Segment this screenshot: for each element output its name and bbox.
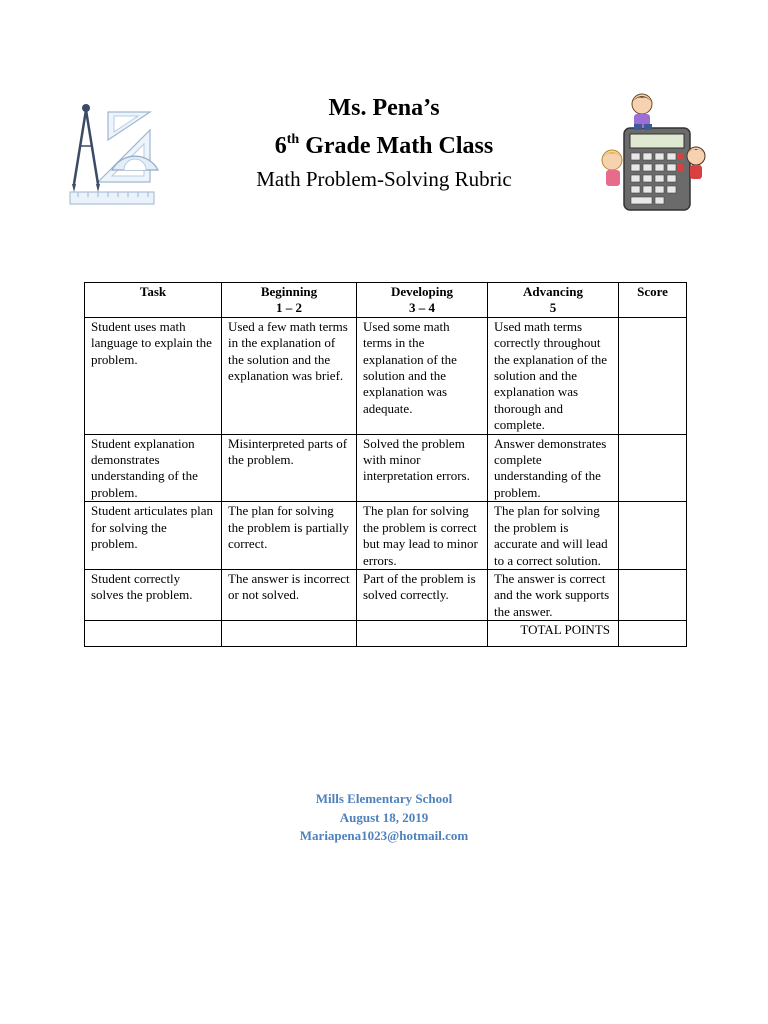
score-cell[interactable]	[619, 502, 687, 570]
school-name: Mills Elementary School	[315, 791, 453, 806]
header-beginning	[222, 283, 357, 318]
beginning-cell: Misinterpreted parts of the problem.	[222, 434, 357, 502]
rubric-table	[84, 282, 687, 647]
header-beginning-range: 1 – 2	[276, 300, 302, 316]
class-name: Grade Math Class	[305, 133, 494, 159]
total-empty-cell	[222, 621, 357, 647]
rubric-subtitle: Math Problem-Solving Rubric	[256, 167, 512, 191]
document-footer	[0, 790, 768, 846]
header-developing	[357, 283, 488, 318]
developing-cell: The plan for solving the problem is correct but may lead to minor errors.	[357, 502, 488, 570]
total-score-cell[interactable]	[619, 621, 687, 647]
table-row	[85, 317, 687, 434]
header-developing-range: 3 – 4	[409, 300, 435, 316]
table-row	[85, 434, 687, 502]
beginning-cell: Used a few math terms in the explanation of the solution and the explanation was brief.	[222, 317, 357, 434]
task-cell: Student correctly solves the problem.	[85, 569, 222, 620]
advancing-cell: The answer is correct and the work supports the answer.	[488, 569, 619, 620]
header-beginning-label: Beginning	[260, 284, 318, 299]
total-empty-cell	[85, 621, 222, 647]
task-cell: Student uses math language to explain the problem.	[85, 317, 222, 434]
header-advancing-range: 5	[549, 300, 557, 316]
table-row	[85, 569, 687, 620]
contact-email[interactable]: Mariapena1023@hotmail.com	[299, 828, 469, 843]
developing-cell: Part of the problem is solved correctly.	[357, 569, 488, 620]
grade-suffix: th	[286, 132, 300, 147]
header-advancing-label: Advancing	[523, 284, 583, 299]
developing-cell: Used some math terms in the explanation of the solution and the explanation was adequate.	[357, 317, 488, 434]
table-header-row	[85, 283, 687, 318]
header-developing-label: Developing	[390, 284, 454, 299]
document-date: August 18, 2019	[339, 809, 429, 825]
header-advancing	[488, 283, 619, 318]
kids-on-calculator-icon	[598, 90, 708, 212]
header-score: Score	[619, 283, 687, 318]
score-cell[interactable]	[619, 569, 687, 620]
score-cell[interactable]	[619, 317, 687, 434]
score-cell[interactable]	[619, 434, 687, 502]
teacher-name: Ms. Pena’s	[328, 95, 440, 121]
advancing-cell: The plan for solving the problem is accurate and will lead to a correct solution.	[488, 502, 619, 570]
task-cell: Student explanation demonstrates understanding of the problem.	[85, 434, 222, 502]
total-empty-cell	[357, 621, 488, 647]
advancing-cell: Used math terms correctly throughout the explanation of the solution and the explanation was thorough and complete.	[488, 317, 619, 434]
beginning-cell: The answer is incorrect or not solved.	[222, 569, 357, 620]
total-row	[85, 621, 687, 647]
grade-number: 6	[274, 133, 287, 159]
advancing-cell: Answer demonstrates complete understanding of the problem.	[488, 434, 619, 502]
task-cell: Student articulates plan for solving the problem.	[85, 502, 222, 570]
developing-cell: Solved the problem with minor interpretation errors.	[357, 434, 488, 502]
beginning-cell: The plan for solving the problem is partially correct.	[222, 502, 357, 570]
header-task: Task	[85, 283, 222, 318]
table-row	[85, 502, 687, 570]
total-points-label: TOTAL POINTS	[488, 621, 619, 647]
